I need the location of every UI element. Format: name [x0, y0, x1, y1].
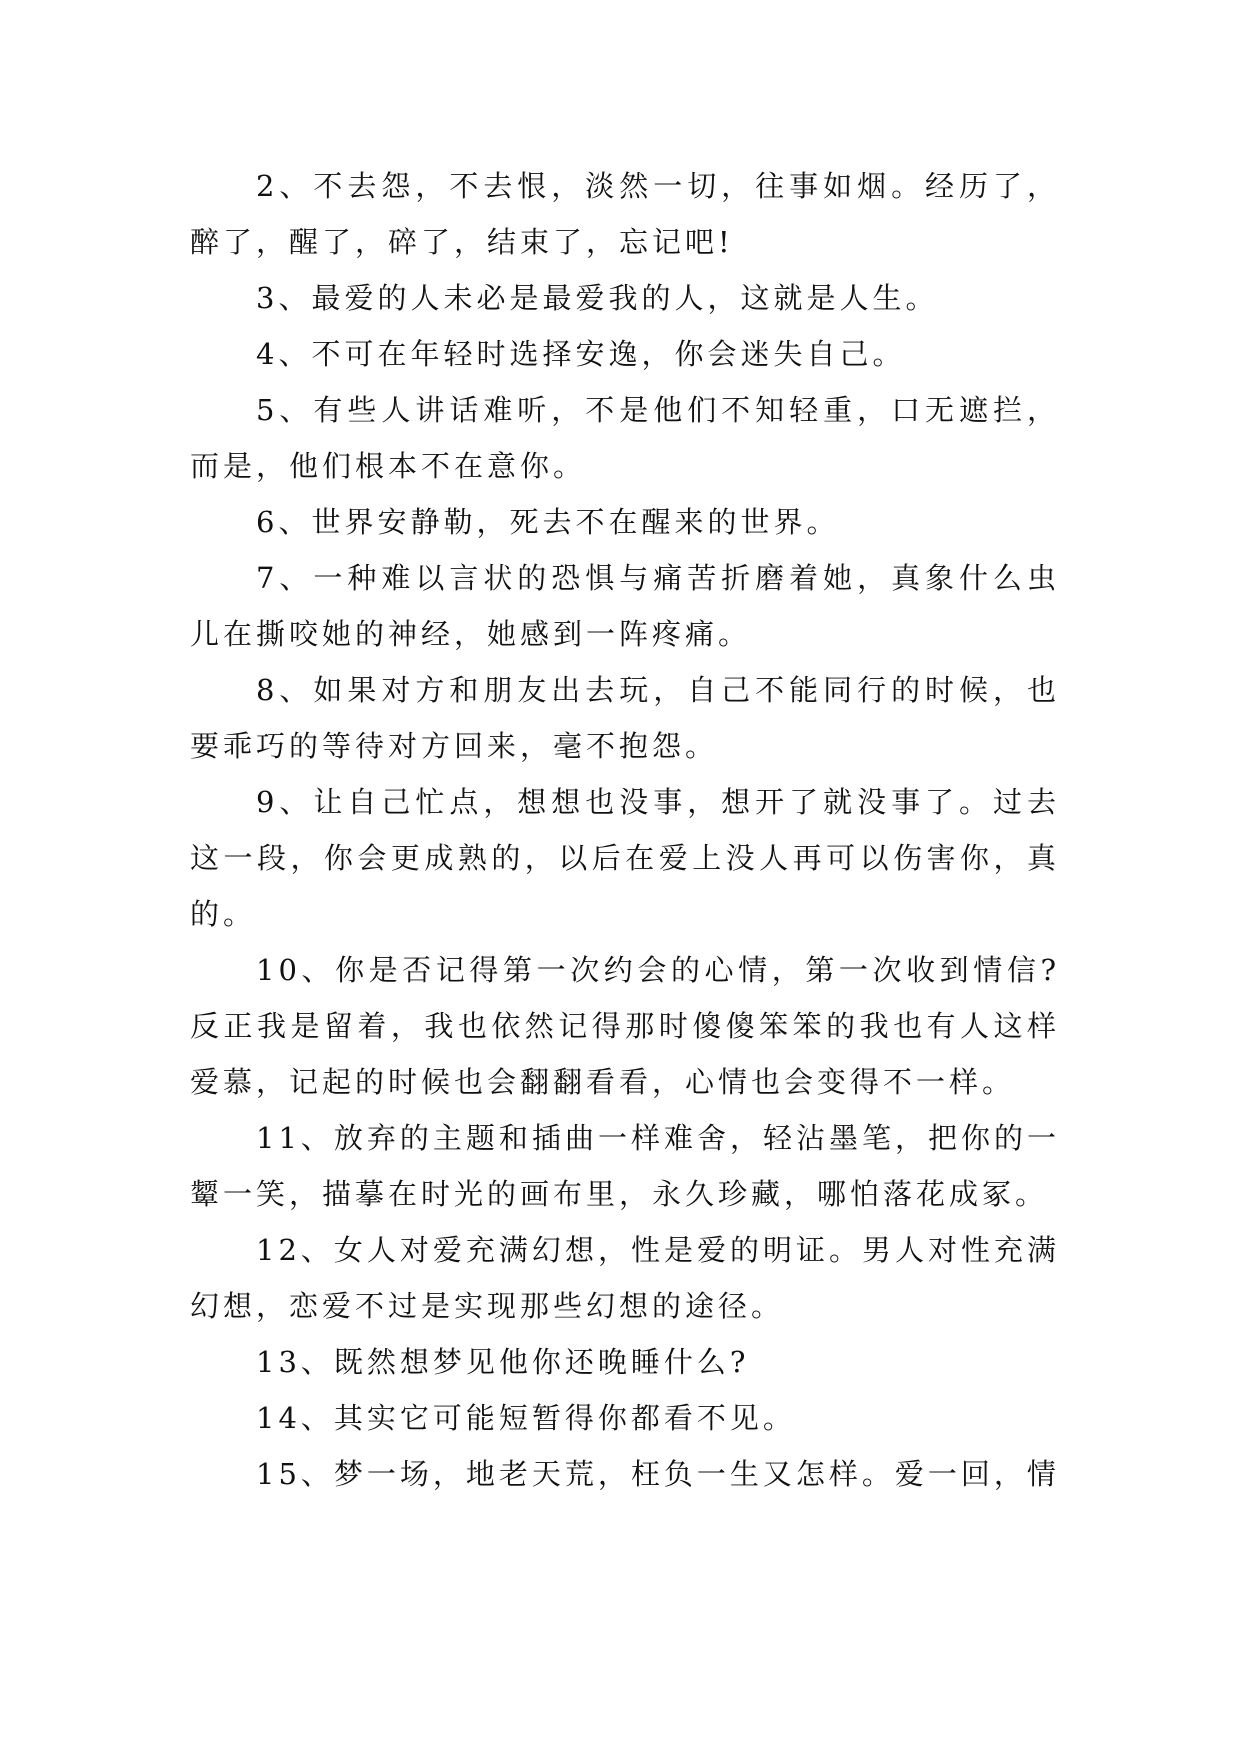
- paragraph-4: 4、不可在年轻时选择安逸，你会迷失自己。: [256, 337, 906, 371]
- paragraph-10: 10、你是否记得第一次约会的心情，第一次收到情信?反正我是留着，我也依然记得那时傻傻笨笨的我也有人这样爱慕，记起的时候也会翻翻看看，心情也会变得不一样。: [190, 953, 1060, 1099]
- paragraph-3: 3、最爱的人未必是最爱我的人，这就是人生。: [256, 281, 939, 315]
- paragraph-13: 13、既然想梦见他你还晚睡什么?: [256, 1345, 750, 1379]
- paragraph-11: 11、放弃的主题和插曲一样难舍，轻沾墨笔，把你的一颦一笑，描摹在时光的画布里，永久珍藏，哪怕落花成冢。: [190, 1121, 1060, 1211]
- paragraph-12: 12、女人对爱充满幻想，性是爱的明证。男人对性充满幻想，恋爱不过是实现那些幻想的途径。: [190, 1233, 1060, 1323]
- paragraph-9: 9、让自己忙点，想想也没事，想开了就没事了。过去这一段，你会更成熟的，以后在爱上没人再可以伤害你，真的。: [190, 785, 1060, 931]
- paragraph-6: 6、世界安静勒，死去不在醒来的世界。: [256, 505, 840, 539]
- document-body: [190, 158, 1060, 1502]
- paragraph-8: 8、如果对方和朋友出去玩，自己不能同行的时候，也要乖巧的等待对方回来，毫不抱怨。: [190, 673, 1060, 763]
- paragraph-7: 7、一种难以言状的恐惧与痛苦折磨着她，真象什么虫儿在撕咬她的神经，她感到一阵疼痛。: [190, 561, 1060, 651]
- paragraph-14: 14、其实它可能短暂得你都看不见。: [256, 1401, 796, 1435]
- paragraph-2: 2、不去怨，不去恨，淡然一切，往事如烟。经历了，醉了，醒了，碎了，结束了，忘记吧!: [190, 169, 1060, 259]
- paragraph-15: 15、梦一场，地老天荒，枉负一生又怎样。爱一回，情: [256, 1457, 1060, 1491]
- paragraph-5: 5、有些人讲话难听，不是他们不知轻重，口无遮拦，而是，他们根本不在意你。: [190, 393, 1060, 483]
